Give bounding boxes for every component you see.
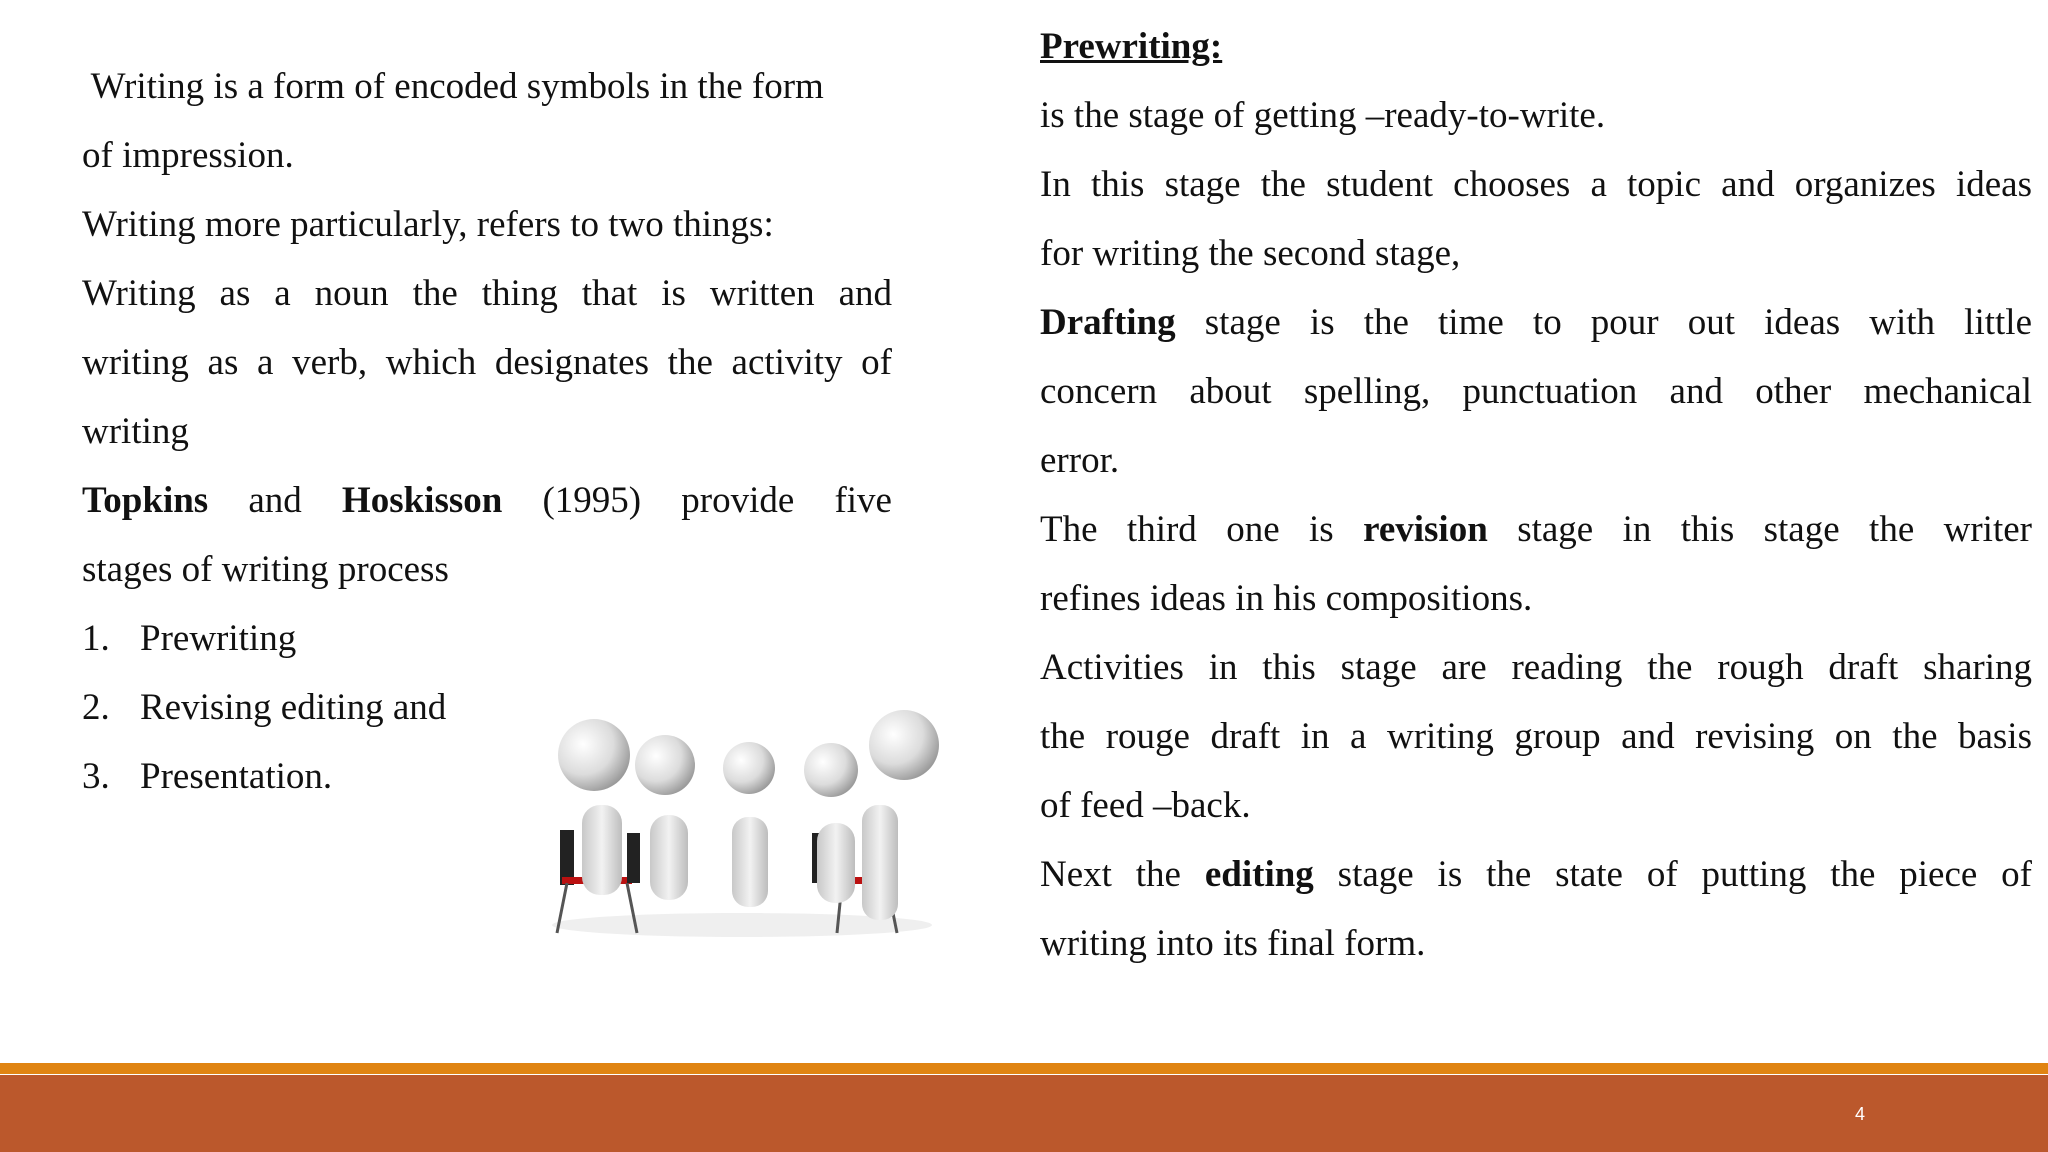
text-line [82,259,892,328]
text-segment: Presentation. [140,756,333,797]
text-line [1040,219,2032,288]
bold-term: Topkins [82,480,209,521]
text-segment: Writing more particularly, refers to two things: [82,204,774,245]
text-segment: of feed –back. [1040,785,1251,826]
text-segment: for writing the second stage, [1040,233,1461,274]
bold-term: Drafting [1040,302,1176,343]
text-line [1040,495,2032,564]
text-segment: writing into its final form. [1040,923,1426,964]
text-segment: of impression. [82,135,294,176]
bold-term: editing [1204,854,1314,895]
footer-accent-line [0,1063,2048,1074]
text-segment: writing [82,411,189,452]
text-segment: stage is the time to pour out ideas with little [1175,302,2032,343]
text-line [1040,909,2032,978]
text-segment: Activities in this stage are reading the rough draft sharing [1040,647,2032,688]
text-segment: refines ideas in his compositions. [1040,578,1533,619]
text-line [1040,771,2032,840]
text-line [1040,426,2032,495]
text-line [82,52,892,121]
text-segment: and [208,480,342,521]
text-line [82,190,892,259]
text-line [1040,633,2032,702]
text-segment: stage is the state of putting the piece of [1313,854,2032,895]
footer-bar [0,1075,2048,1152]
right-text-column [1040,12,2032,978]
text-segment: In this stage the student chooses a topic and organizes ideas [1040,164,2032,205]
text-line [1040,564,2032,633]
text-segment: writing as a verb, which designates the activity of [82,342,892,383]
text-line [1040,840,2032,909]
bold-term: Hoskisson [341,480,503,521]
text-line [82,397,892,466]
text-line [1040,12,2032,81]
list-item [82,604,892,673]
bold-term: revision [1363,509,1488,550]
text-line [1040,288,2032,357]
text-segment: is the stage of getting –ready-to-write. [1040,95,1606,136]
list-number: 2. [82,687,110,728]
text-segment: Writing as a noun the thing that is written and [82,273,892,314]
list-number: 3. [82,756,110,797]
text-segment: error. [1040,440,1120,481]
text-line [82,466,892,535]
text-line [82,328,892,397]
text-segment: (1995) provide five [502,480,892,521]
text-segment: Next the [1040,854,1205,895]
text-segment: The third one is [1040,509,1364,550]
text-line [1040,357,2032,426]
list-number: 1. [82,618,110,659]
text-segment: stage in this stage the writer [1487,509,2032,550]
text-line [1040,81,2032,150]
bold-term: Prewriting: [1040,26,1223,67]
left-text-column [82,52,892,811]
text-segment: stages of writing process [82,549,449,590]
text-segment: Revising editing and [140,687,447,728]
text-segment: the rouge draft in a writing group and revising on the basis [1040,716,2032,757]
text-line [82,121,892,190]
text-line [1040,702,2032,771]
text-segment: Prewriting [140,618,297,659]
text-line [82,535,892,604]
text-line [1040,150,2032,219]
figure-people [558,710,939,920]
text-segment: concern about spelling, punctuation and other mechanical [1040,371,2032,412]
text-segment: Writing is a form of encoded symbols in the form [82,66,824,107]
page-number: 4 [1855,1104,1866,1124]
discussion-group-illustration [542,705,942,937]
